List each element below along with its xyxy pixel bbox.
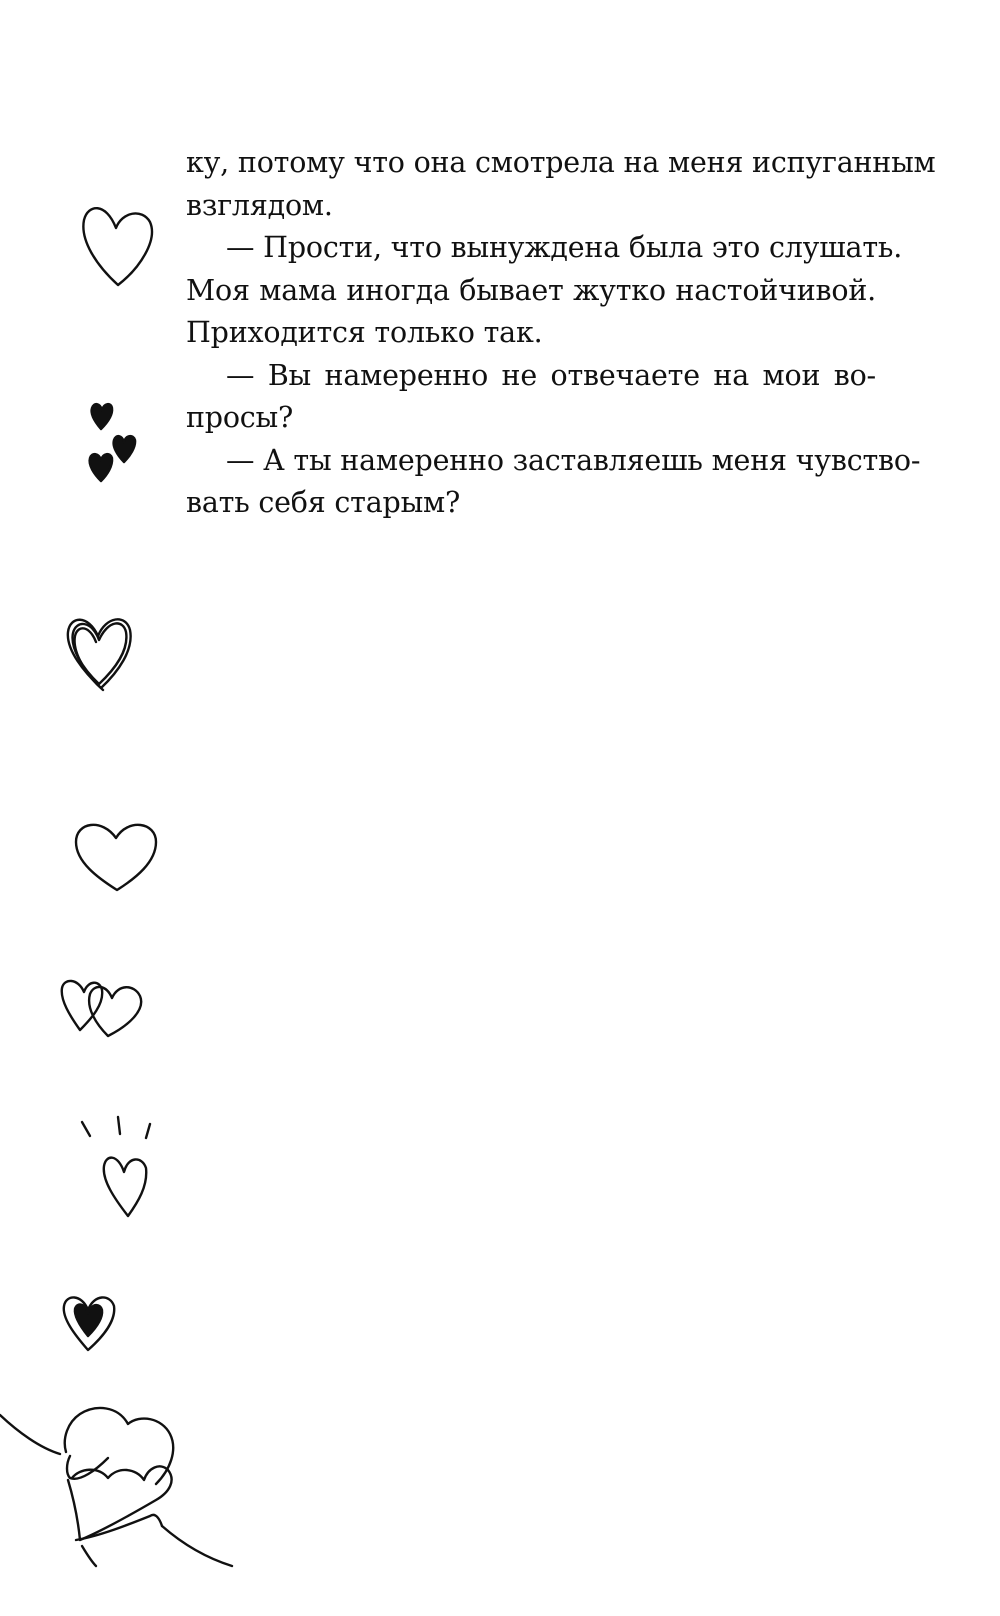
text-line: вать себя старым? xyxy=(186,486,461,519)
heart-with-rays-icon xyxy=(82,1117,150,1216)
heart-outline-icon xyxy=(76,825,156,890)
text-line: — Вы намеренно не отвечаете на мои во- xyxy=(226,358,876,392)
scribbled-heart-icon xyxy=(68,619,131,690)
text-line: Приходится только так. xyxy=(186,316,543,349)
text-line: — А ты намеренно заставляешь меня чувство- xyxy=(226,443,921,477)
text-line: Моя мама иногда бывает жутко настойчивой. xyxy=(186,273,876,307)
text-line: взглядом. xyxy=(186,188,333,222)
filled-scribble-heart-icon xyxy=(64,1297,114,1350)
text-line: ку, потому что она смотрела на меня испуганным xyxy=(186,146,936,179)
text-line: — Прости, что вынуждена была это слушать. xyxy=(226,231,903,264)
heart-outline-icon xyxy=(83,208,152,285)
double-heart-icon xyxy=(62,981,141,1036)
swirl-hearts-icon xyxy=(0,1408,232,1566)
text-line: просы? xyxy=(186,401,294,434)
three-small-hearts-icon xyxy=(90,404,135,481)
